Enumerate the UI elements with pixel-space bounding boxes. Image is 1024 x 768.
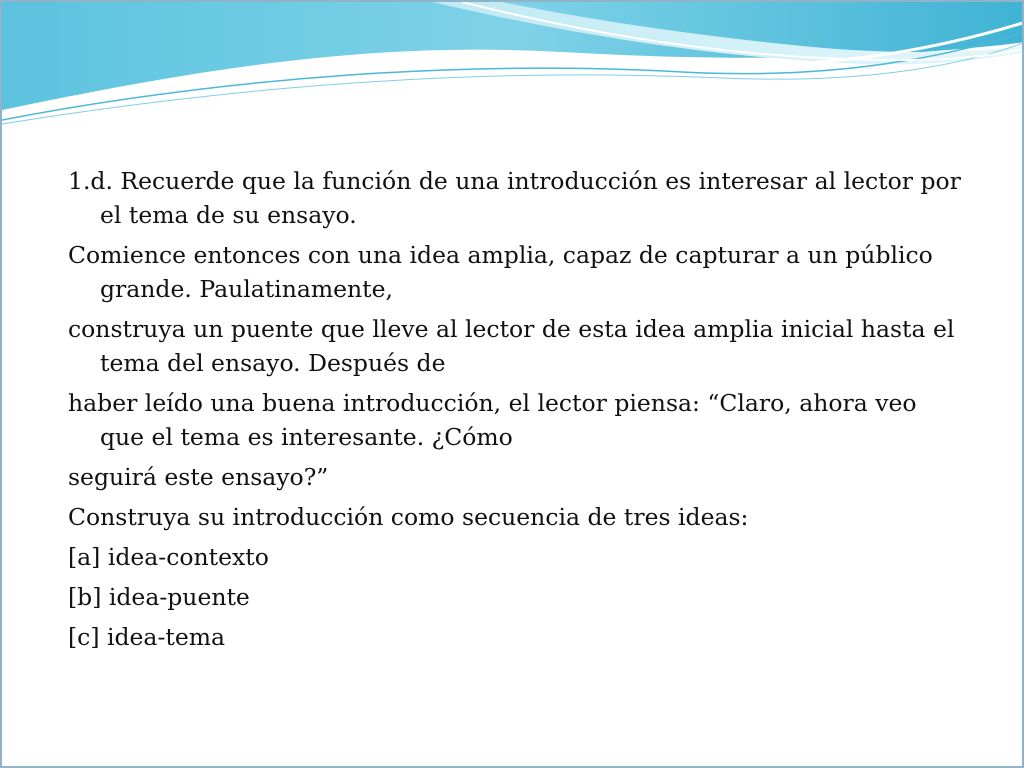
- paragraph-4: haber leído una buena introducción, el lector piensa: “Claro, ahora veo que el tema es interesante. ¿Cómo: [68, 389, 917, 451]
- paragraph-3: construya un puente que lleve al lector de esta idea amplia inicial hasta el tema del ensayo. Después de: [68, 315, 955, 377]
- paragraph-1: 1.d. Recuerde que la función de una introducción es interesar al lector por el tema de su ensayo.: [68, 167, 961, 229]
- slide-body: [68, 164, 968, 660]
- list-item-b: [b] idea-puente: [68, 583, 250, 611]
- list-item-c: [c] idea-tema: [68, 623, 226, 651]
- header-wave-decoration: [2, 2, 1024, 132]
- paragraph-6: Construya su introducción como secuencia de tres ideas:: [68, 503, 749, 531]
- paragraph-5: seguirá este ensayo?”: [68, 463, 329, 491]
- list-item-a: [a] idea-contexto: [68, 543, 269, 571]
- paragraph-2: Comience entonces con una idea amplia, capaz de capturar a un público grande. Paulatinamente,: [68, 241, 933, 303]
